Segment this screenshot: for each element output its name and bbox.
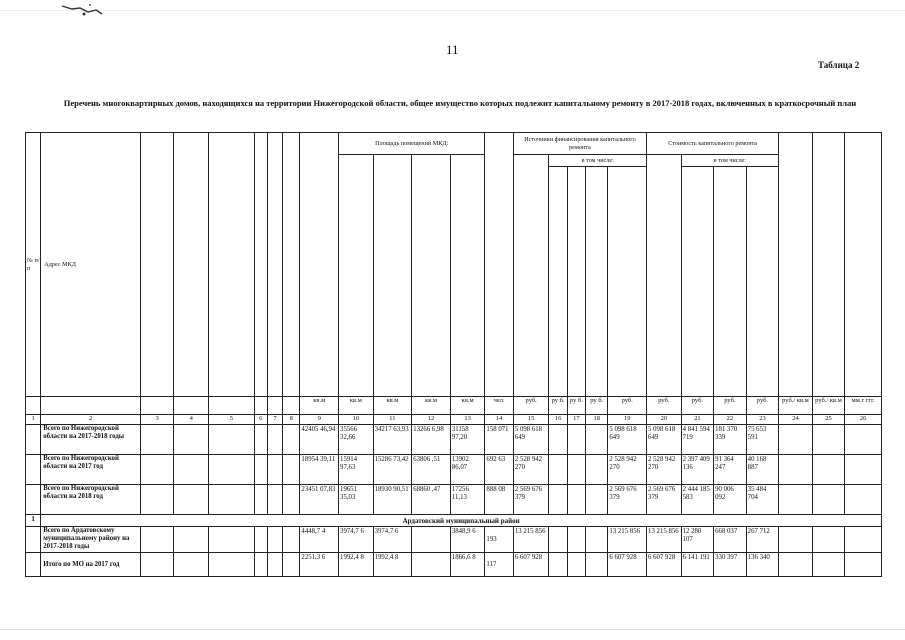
section-row <box>26 515 882 527</box>
col-residents-header <box>485 133 513 397</box>
scan-artifact-line <box>0 10 905 11</box>
column-numbers-row: 1 2 3 4 5 6 7 8 9 10 11 12 13 14 15 16 17 18 19 20 21 22 23 24 25 26 <box>26 415 882 425</box>
col-src-total-header <box>513 155 549 397</box>
col-address-header: Адрес МКД <box>41 133 141 397</box>
col-max-cost-header <box>812 133 845 397</box>
table-row: Всего по Нижегородской области на 2017-2018 годы 42405 46,94 35566 32,66 34217 63,93 13266 6,98 31158 97,20 158 071 5 098 618 649 5 098 618 649 5 098 618 649 4 841 594 719 181 370 339 75 653 591 <box>26 425 882 455</box>
col-fund-method-header <box>208 133 254 397</box>
col-total-area-header <box>300 133 339 397</box>
col-nonliving-header <box>412 155 451 397</box>
col-cost-pir-header <box>714 167 747 397</box>
table-row: Всего по Нижегородской области на 2017 год 18954 39,11 15914 97,63 15286 73,42 63806 ,51 13902 86,07 692 63 2 528 942 270 2 528 942 270 2 528 942 270 2 397 409 136 91 364 247 40 168 887 <box>26 455 882 485</box>
col-cost-supervision-header <box>746 167 779 397</box>
group-incl2-header: в том числе: <box>681 155 779 167</box>
group-incl-header: в том числе: <box>549 155 647 167</box>
table-label: Таблица 2 <box>818 60 860 70</box>
col-src-fund-header <box>549 167 567 397</box>
col-cost-smr-header <box>681 167 714 397</box>
group-area-header: Площадь помещений МКД: <box>339 133 485 155</box>
scan-artifact-line <box>0 629 905 630</box>
table-row: Всего по Ардатовскому муниципальному району на 2017-2018 годы 4448,7 4 3974,7 6 3974,7 6 3848,9 6 193 13 215 856 13 215 856 13 215 856 12 280 107 668 037 267 712 <box>26 527 882 553</box>
col-src-subject-header <box>567 167 585 397</box>
table-row: Всего по Нижегородской области на 2018 год 23451 07,83 19651 35,03 18930 90,51 68860 ,47 17256 11,13 888 08 2 569 676 379 2 569 676 379 2 569 676 379 2 444 185 583 90 006 092 35 484 704 <box>26 485 882 515</box>
col-entrances-header <box>283 133 300 397</box>
col-last-repair-header <box>174 133 209 397</box>
page-number: 11 <box>446 42 459 57</box>
col-floors-header <box>267 133 282 397</box>
col-num-header: № п/ п <box>26 133 41 397</box>
col-specific-cost-header <box>779 133 813 397</box>
col-wall-header <box>254 133 267 397</box>
scan-mark-icon <box>60 0 104 18</box>
col-area-total-header <box>339 155 374 397</box>
document-title: Перечень многоквартирных домов, находящихся на территории Нижегородской области, общее имущество которых подлежит капитальному ремонту в 2017-2018 годах, включенных в краткосрочный план <box>63 98 857 108</box>
section-name: Ардатовский муниципальный район <box>41 515 882 527</box>
col-year-header <box>140 133 174 397</box>
col-src-local-header <box>586 167 608 397</box>
col-planned-date-header <box>845 133 882 397</box>
group-cost-header: Стоимость капитального ремонта <box>647 133 779 155</box>
section-number: 1 <box>26 515 41 527</box>
col-living-header <box>373 155 412 397</box>
capital-repair-table <box>25 132 882 577</box>
col-cost-total-header <box>647 155 682 397</box>
col-src-owners-header <box>608 167 647 397</box>
col-owned-header <box>450 155 485 397</box>
table-row: Итого по МО на 2017 год 2251,3 6 1992,4 8 1992,4 8 1866,6 8 117 6 607 928 6 607 928 6 607 928 6 141 191 330 397 136 340 <box>26 553 882 577</box>
group-sources-header: Источники финансирования капитального ремонта <box>513 133 646 155</box>
units-row: кв.м кв.м кв.м кв.м кв.м чел. руб. ру б. ру б. ру б. руб. руб. руб. руб. руб. руб./ кв.м руб./ кв.м мм.г ггг. <box>26 397 882 415</box>
